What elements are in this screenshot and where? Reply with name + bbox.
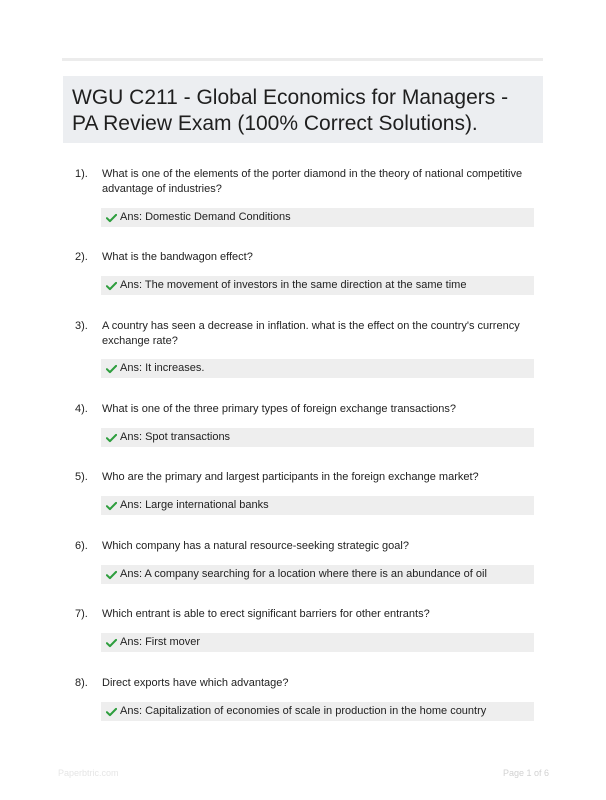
question-text: A country has seen a decrease in inflation. what is the effect on the country's currency exchange rate? <box>102 320 520 347</box>
top-divider <box>62 58 543 61</box>
answer-text: Ans: It increases. <box>120 362 205 374</box>
question-number: 2). <box>75 251 88 263</box>
question-number: 6). <box>75 540 88 552</box>
answer-box <box>101 496 534 515</box>
checkmark-icon <box>106 433 117 443</box>
checkmark-icon <box>106 364 117 374</box>
answer-box <box>101 428 534 447</box>
checkmark-icon <box>106 281 117 291</box>
checkmark-icon <box>106 501 117 511</box>
question-number: 7). <box>75 608 88 620</box>
answer-text: Ans: The movement of investors in the same direction at the same time <box>120 279 467 291</box>
document-title-box <box>63 76 543 143</box>
answer-text: Ans: Capitalization of economies of scale in production in the home country <box>120 705 487 717</box>
question-number: 1). <box>75 168 88 180</box>
answer-box <box>101 702 534 721</box>
answer-box <box>101 276 534 295</box>
question-text: What is the bandwagon effect? <box>102 251 253 263</box>
question-number: 4). <box>75 403 88 415</box>
question-number: 3). <box>75 320 88 332</box>
question-text: Which entrant is able to erect significant barriers for other entrants? <box>102 608 430 620</box>
question-number: 8). <box>75 677 88 689</box>
answer-text: Ans: Domestic Demand Conditions <box>120 211 291 223</box>
answer-text: Ans: First mover <box>120 636 201 648</box>
checkmark-icon <box>106 707 117 717</box>
question-text: Who are the primary and largest participants in the foreign exchange market? <box>102 471 479 483</box>
footer-site-watermark: Paperbtric.com <box>58 768 119 778</box>
question-text: Direct exports have which advantage? <box>102 677 289 689</box>
answer-box <box>101 565 534 584</box>
answer-box <box>101 208 534 227</box>
answer-text: Ans: Spot transactions <box>120 431 231 443</box>
checkmark-icon <box>106 213 117 223</box>
question-text: What is one of the elements of the porter diamond in the theory of national competitive advantage of industries? <box>102 168 523 195</box>
question-text: Which company has a natural resource-seeking strategic goal? <box>102 540 409 552</box>
question-text: What is one of the three primary types of foreign exchange transactions? <box>102 403 457 415</box>
answer-box <box>101 633 534 652</box>
checkmark-icon <box>106 638 117 648</box>
footer-page-number: Page 1 of 6 <box>502 768 549 778</box>
answer-text: Ans: A company searching for a location where there is an abundance of oil <box>120 568 487 580</box>
answer-box <box>101 359 534 378</box>
document-title: WGU C211 - Global Economics for Managers - PA Review Exam (100% Correct Solutions). <box>72 86 509 135</box>
question-number: 5). <box>75 471 88 483</box>
checkmark-icon <box>106 570 117 580</box>
answer-text: Ans: Large international banks <box>120 499 269 511</box>
